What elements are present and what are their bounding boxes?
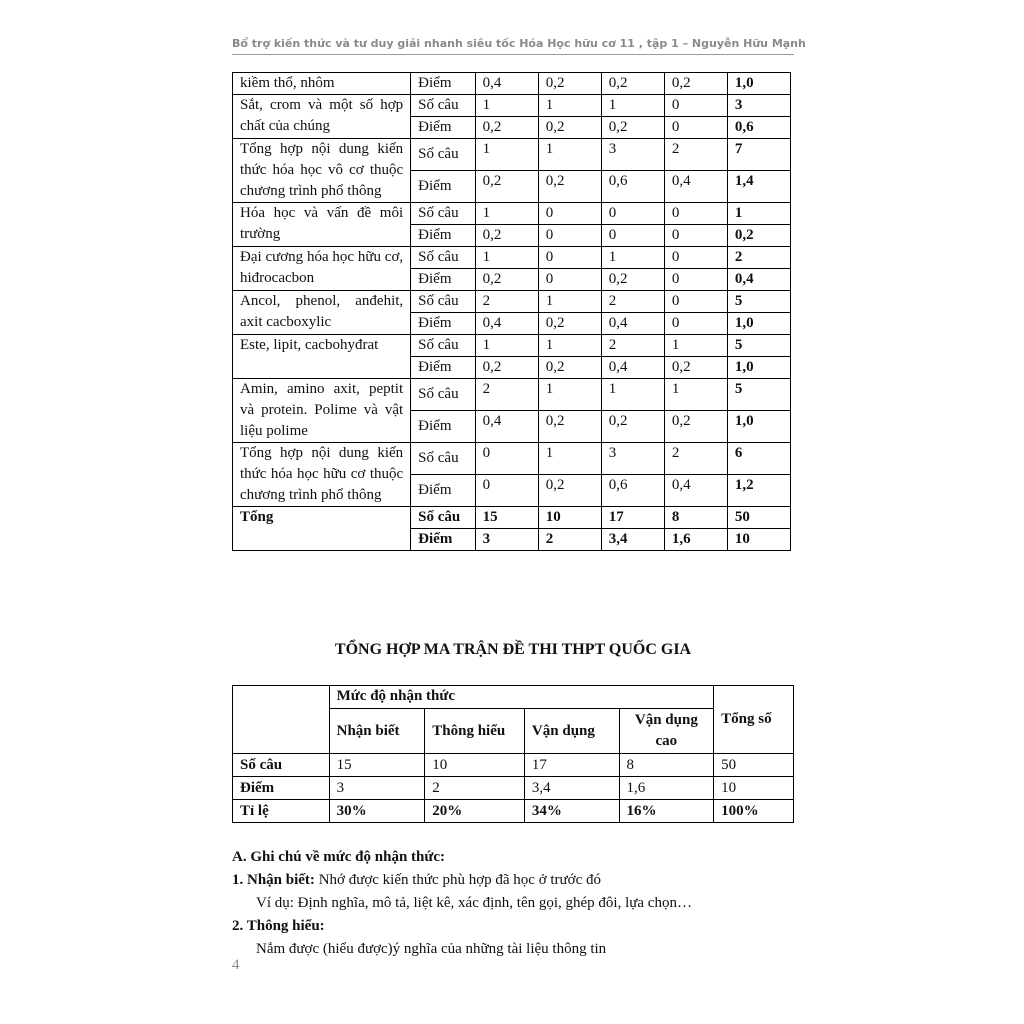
- table-row: [233, 291, 791, 313]
- value-cell: 0,2: [475, 171, 538, 203]
- value-cell: 0,4: [664, 475, 727, 507]
- value-cell: 15: [329, 754, 425, 777]
- value-cell: 1,6: [619, 777, 714, 800]
- value-cell: 34%: [524, 800, 619, 823]
- row-type-cell: Điểm: [411, 73, 476, 95]
- row-type-cell: Số câu: [411, 247, 476, 269]
- note-item-1-text: Nhớ được kiến thức phù hợp đã học ở trước đó: [314, 872, 602, 888]
- value-cell: 50: [727, 507, 790, 529]
- running-header: Bổ trợ kiến thức và tư duy giải nhanh siêu tốc Hóa Học hữu cơ 11 , tập 1 – Nguyễn Hữu Mạnh: [232, 37, 806, 50]
- value-cell: 30%: [329, 800, 425, 823]
- value-cell: 0,4: [601, 357, 664, 379]
- value-cell: 0: [664, 203, 727, 225]
- value-cell: 8: [619, 754, 714, 777]
- table-row: [233, 203, 791, 225]
- value-cell: 0,2: [538, 313, 601, 335]
- header-divider: [232, 54, 794, 55]
- value-cell: 0,4: [601, 313, 664, 335]
- value-cell: 0,2: [664, 411, 727, 443]
- value-cell: 1,0: [727, 73, 790, 95]
- value-cell: 3: [727, 95, 790, 117]
- table-row: [233, 247, 791, 269]
- value-cell: 0: [664, 247, 727, 269]
- row-type-cell: Điểm: [411, 475, 476, 507]
- value-cell: 3,4: [601, 529, 664, 551]
- table-row: [233, 754, 794, 777]
- topic-cell: Tổng: [233, 507, 411, 551]
- note-item-2-label: 2. Thông hiểu:: [232, 918, 325, 934]
- value-cell: 0,6: [727, 117, 790, 139]
- level-header: Vận dụng cao: [619, 709, 714, 754]
- row-type-cell: Điểm: [411, 411, 476, 443]
- value-cell: 17: [524, 754, 619, 777]
- value-cell: 7: [727, 139, 790, 171]
- value-cell: 3: [601, 139, 664, 171]
- value-cell: 6: [727, 443, 790, 475]
- value-cell: 2: [475, 291, 538, 313]
- notes-section: [232, 846, 794, 961]
- row-type-cell: Số câu: [411, 95, 476, 117]
- value-cell: 0,4: [475, 313, 538, 335]
- topic-cell: Hóa học và vấn đề môi trường: [233, 203, 411, 247]
- value-cell: 1: [538, 443, 601, 475]
- row-type-cell: Số câu: [411, 507, 476, 529]
- value-cell: 1: [601, 247, 664, 269]
- value-cell: 0,2: [601, 117, 664, 139]
- row-type-cell: Số câu: [411, 203, 476, 225]
- value-cell: 1,0: [727, 313, 790, 335]
- value-cell: 5: [727, 335, 790, 357]
- value-cell: 50: [714, 754, 794, 777]
- value-cell: 1: [475, 203, 538, 225]
- topic-cell: Tổng hợp nội dung kiến thức hóa học vô cơ thuộc chương trình phổ thông: [233, 139, 411, 203]
- topic-cell: Amin, amino axit, peptit và protein. Polime và vật liệu polime: [233, 379, 411, 443]
- note-item-1: [232, 869, 794, 892]
- row-type-cell: Số câu: [411, 335, 476, 357]
- table-row: [233, 800, 794, 823]
- level-header: Vận dụng: [524, 709, 619, 754]
- value-cell: 0: [538, 269, 601, 291]
- value-cell: 1: [538, 291, 601, 313]
- table-row: [233, 777, 794, 800]
- value-cell: 2: [727, 247, 790, 269]
- value-cell: 1,6: [664, 529, 727, 551]
- value-cell: 3: [601, 443, 664, 475]
- value-cell: 0,2: [727, 225, 790, 247]
- value-cell: 0,2: [538, 73, 601, 95]
- value-cell: 5: [727, 379, 790, 411]
- value-cell: 3: [475, 529, 538, 551]
- value-cell: 1,0: [727, 411, 790, 443]
- value-cell: 0,4: [727, 269, 790, 291]
- row-type-cell: Điểm: [411, 357, 476, 379]
- value-cell: 2: [475, 379, 538, 411]
- value-cell: 1: [601, 95, 664, 117]
- value-cell: 2: [601, 291, 664, 313]
- row-type-cell: Số câu: [411, 379, 476, 411]
- value-cell: 1: [664, 379, 727, 411]
- value-cell: 5: [727, 291, 790, 313]
- row-type-cell: Số câu: [411, 443, 476, 475]
- value-cell: 1: [475, 247, 538, 269]
- row-type-cell: Điểm: [411, 225, 476, 247]
- topic-cell: kiềm thổ, nhôm: [233, 73, 411, 95]
- table-row: [233, 73, 791, 95]
- value-cell: 2: [664, 443, 727, 475]
- value-cell: 0,2: [538, 357, 601, 379]
- value-cell: 20%: [425, 800, 525, 823]
- value-cell: 0: [601, 203, 664, 225]
- value-cell: 1: [475, 139, 538, 171]
- value-cell: 0,6: [601, 171, 664, 203]
- value-cell: 1: [601, 379, 664, 411]
- note-item-2-text: Nắm được (hiểu được)ý nghĩa của những tài liệu thông tin: [256, 941, 607, 957]
- level-header: Nhận biết: [329, 709, 425, 754]
- topic-cell: Đại cương hóa học hữu cơ, hiđrocacbon: [233, 247, 411, 291]
- value-cell: 1,2: [727, 475, 790, 507]
- value-cell: 0: [538, 203, 601, 225]
- value-cell: 0: [538, 247, 601, 269]
- value-cell: 0: [664, 95, 727, 117]
- value-cell: 2: [664, 139, 727, 171]
- row-label: Tỉ lệ: [233, 800, 330, 823]
- total-header: Tổng số: [714, 686, 794, 754]
- topic-cell: Tổng hợp nội dung kiến thức hóa học hữu cơ thuộc chương trình phổ thông: [233, 443, 411, 507]
- table-row: [233, 443, 791, 475]
- value-cell: 0: [664, 291, 727, 313]
- value-cell: 16%: [619, 800, 714, 823]
- topic-cell: Sắt, crom và một số hợp chất của chúng: [233, 95, 411, 139]
- row-label: Số câu: [233, 754, 330, 777]
- value-cell: 0,2: [538, 117, 601, 139]
- topic-cell: Este, lipit, cacbohyđrat: [233, 335, 411, 379]
- row-type-cell: Số câu: [411, 291, 476, 313]
- level-header: Thông hiểu: [425, 709, 525, 754]
- value-cell: 0,2: [664, 357, 727, 379]
- table-row: [233, 379, 791, 411]
- value-cell: 0,2: [475, 117, 538, 139]
- row-type-cell: Điểm: [411, 171, 476, 203]
- value-cell: 1: [475, 335, 538, 357]
- topic-cell: Ancol, phenol, anđehit, axit cacboxylic: [233, 291, 411, 335]
- value-cell: 0: [601, 225, 664, 247]
- value-cell: 3,4: [524, 777, 619, 800]
- value-cell: 1: [538, 139, 601, 171]
- notes-heading: A. Ghi chú về mức độ nhận thức:: [232, 849, 446, 865]
- value-cell: 0,2: [664, 73, 727, 95]
- summary-corner-cell: [233, 686, 330, 754]
- value-cell: 0,6: [601, 475, 664, 507]
- value-cell: 10: [425, 754, 525, 777]
- section-title: TỔNG HỢP MA TRẬN ĐỀ THI THPT QUỐC GIA: [334, 641, 692, 658]
- note-item-1-label: 1. Nhận biết:: [232, 872, 315, 888]
- value-cell: 15: [475, 507, 538, 529]
- value-cell: 0,2: [538, 411, 601, 443]
- row-type-cell: Điểm: [411, 529, 476, 551]
- value-cell: 2: [601, 335, 664, 357]
- row-type-cell: Điểm: [411, 313, 476, 335]
- value-cell: 10: [727, 529, 790, 551]
- value-cell: 0: [664, 313, 727, 335]
- value-cell: 1: [475, 95, 538, 117]
- value-cell: 17: [601, 507, 664, 529]
- value-cell: 1: [538, 95, 601, 117]
- value-cell: 0,4: [664, 171, 727, 203]
- table-row: [233, 507, 791, 529]
- row-label: Điểm: [233, 777, 330, 800]
- value-cell: 0,2: [538, 171, 601, 203]
- note-item-1-example: Ví dụ: Định nghĩa, mô tả, liệt kê, xác định, tên gọi, ghép đôi, lựa chọn…: [256, 895, 692, 911]
- value-cell: 1: [727, 203, 790, 225]
- value-cell: 100%: [714, 800, 794, 823]
- value-cell: 0: [538, 225, 601, 247]
- value-cell: 1,4: [727, 171, 790, 203]
- page-number: 4: [232, 957, 240, 973]
- value-cell: 0,2: [601, 411, 664, 443]
- value-cell: 2: [425, 777, 525, 800]
- value-cell: 1: [538, 335, 601, 357]
- value-cell: 10: [538, 507, 601, 529]
- summary-matrix-table: [232, 685, 794, 823]
- row-type-cell: Điểm: [411, 117, 476, 139]
- value-cell: 0,2: [475, 225, 538, 247]
- value-cell: 1,0: [727, 357, 790, 379]
- value-cell: 10: [714, 777, 794, 800]
- table-row: [233, 335, 791, 357]
- value-cell: 8: [664, 507, 727, 529]
- topic-matrix-table: [232, 72, 791, 551]
- value-cell: 0: [664, 117, 727, 139]
- row-type-cell: Điểm: [411, 269, 476, 291]
- table-row: [233, 139, 791, 171]
- value-cell: 0,2: [601, 73, 664, 95]
- value-cell: 0,2: [475, 269, 538, 291]
- value-cell: 0: [664, 269, 727, 291]
- value-cell: 0: [475, 475, 538, 507]
- value-cell: 0,4: [475, 73, 538, 95]
- value-cell: 2: [538, 529, 601, 551]
- value-cell: 0,2: [475, 357, 538, 379]
- value-cell: 0,2: [601, 269, 664, 291]
- value-cell: 1: [664, 335, 727, 357]
- group-header: Mức độ nhận thức: [329, 686, 714, 709]
- value-cell: 1: [538, 379, 601, 411]
- row-type-cell: Số câu: [411, 139, 476, 171]
- value-cell: 0,4: [475, 411, 538, 443]
- value-cell: 0: [475, 443, 538, 475]
- value-cell: 3: [329, 777, 425, 800]
- table-row: [233, 95, 791, 117]
- value-cell: 0,2: [538, 475, 601, 507]
- value-cell: 0: [664, 225, 727, 247]
